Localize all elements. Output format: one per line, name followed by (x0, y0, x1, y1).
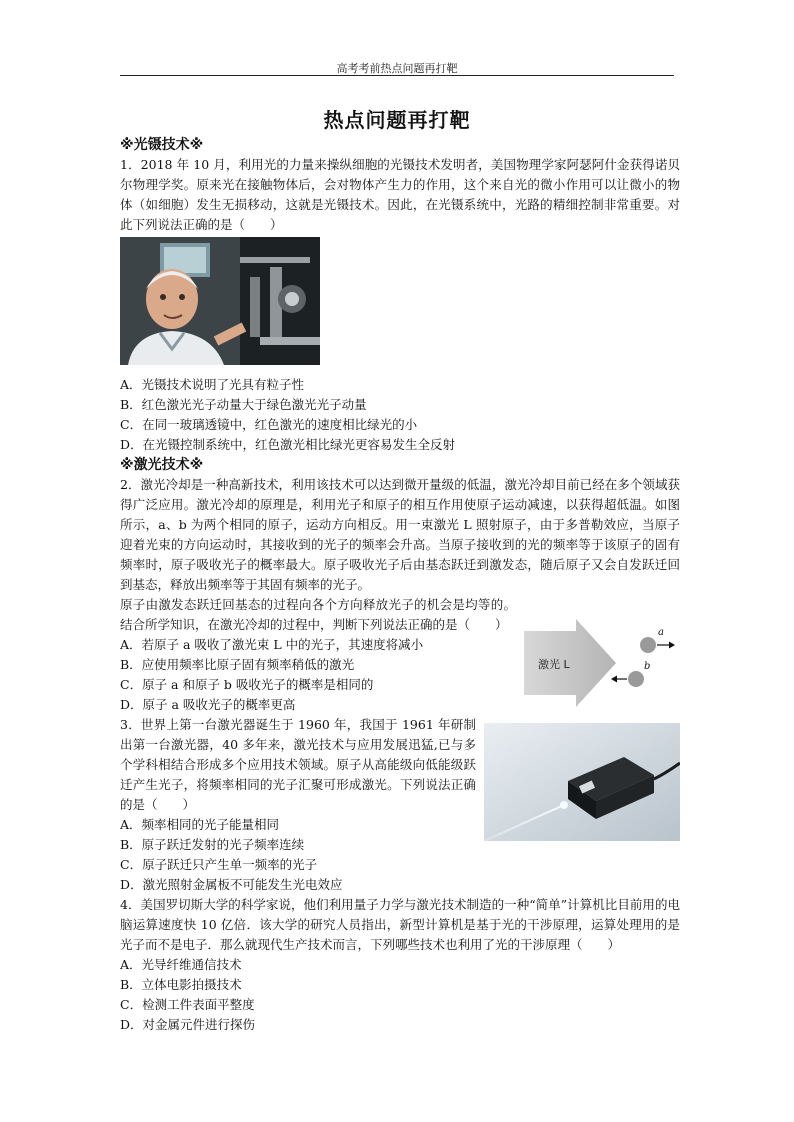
question-1-stem: 1．2018 年 10 月，利用光的力量来操纵细胞的光镊技术发明者，美国物理学家阿瑟阿什金获得诺贝尔物理学奖。原来光在接触物体后，会对物体产生力的作用，这个来自光的微小作用可以让微小的物体（如细胞）发生无损移动，这就是光镊技术。因此，在光镊系统中，光路的精细控制非常重要。对此下列说法正确的是（ ） (120, 157, 680, 232)
question-4-stem: 4．美国罗切斯大学的科学家说，他们利用量子力学与激光技术制造的一种“简单”计算机比目前用的电脑运算速度快 10 亿倍．该大学的研究人员指出，新型计算机是基于光的干涉原理，运算处理用的是光子而不是电子．那么就现代生产技术而言，下列哪些技术也利用了光的干涉原理（ ） (120, 897, 680, 952)
question-2-option-a: A．若原子 a 吸收了激光束 L 中的光子，其速度将减小 (120, 637, 424, 652)
question-4-option-a: A．光导纤维通信技术 (120, 957, 242, 972)
section-heading-laser-technology: ※激光技术※ (120, 457, 204, 473)
laser-device-photo (484, 723, 680, 841)
question-4-option-d: D．对金属元件进行探伤 (120, 1017, 256, 1032)
question-3-option-d: D．激光照射金属板不可能发生光电效应 (120, 877, 343, 892)
section-heading-optical-tweezers: ※光镊技术※ (120, 137, 204, 153)
laser-cooling-diagram (524, 619, 680, 707)
question-1-option-a: A．光镊技术说明了光具有粒子性 (120, 377, 305, 392)
question-1-option-d: D．在光镊控制系统中，红色激光相比绿光更容易发生全反射 (120, 437, 456, 452)
question-2-option-c: C．原子 a 和原子 b 吸收光子的概率是相同的 (120, 677, 374, 692)
laser-beam-label: 激光 L (538, 658, 570, 671)
question-2-option-b: B．应使用频率比原子固有频率稍低的激光 (120, 657, 355, 672)
question-3-option-c: C．原子跃迁只产生单一频率的光子 (120, 857, 318, 872)
question-3-stem: 3．世界上第一台激光器诞生于 1960 年，我国于 1961 年研制出第一台激光器，40 多年来，激光技术与应用发展迅猛,已与多个学科相结合形成多个应用技术领域。原子从高能级向低能级跃迁产生光子，将频率相同的光子汇聚可形成激光。下列说法正确的是（ ） (120, 717, 476, 812)
atom-b-label: b (644, 661, 651, 672)
question-4-option-c: C．检测工件表面平整度 (120, 997, 255, 1012)
question-3-option-a: A．频率相同的光子能量相同 (120, 817, 280, 832)
question-1-option-c: C．在同一玻璃透镜中，红色激光的速度相比绿光的小 (120, 417, 418, 432)
question-4-option-b: B．立体电影拍摄技术 (120, 977, 242, 992)
atom-a (640, 637, 656, 653)
atom-b (628, 671, 644, 687)
atom-a-label: a (658, 627, 664, 638)
question-2-stem-part-1: 2．激光冷却是一种高新技术，利用该技术可以达到微开量级的低温，激光冷却目前已经在多个领域获得广泛应用。激光冷却的原理是，利用光子和原子的相互作用使原子运动减速，以获得超低温。如图所示，a、b 为两个相同的原子，运动方向相反。用一束激光 L 照射原子，由于多普勒效应，当原子迎着光束的方向运动时，其接收到的光子的频率会升高。当原子接收到的光的频率等于该原子的固有频率时，原子吸收光子的概率最大。原子吸收光子后由基态跃迁到激发态，随后原子又会自发跃迁回到基态，释放出频率等于其固有频率的光子。 (120, 477, 680, 592)
question-3-option-b: B．原子跃迁发射的光子频率连续 (120, 837, 305, 852)
document-title: 热点问题再打靶 (323, 108, 471, 132)
question-2-option-d: D．原子 a 吸收光子的概率更高 (120, 697, 296, 712)
question-1-option-b: B．红色激光光子动量大于绿色激光光子动量 (120, 397, 367, 412)
question-2-stem-part-2: 原子由激发态跃迁回基态的过程向各个方向释放光子的机会是均等的。结合所学知识，在激光冷却的过程中，判断下列说法正确的是（ ） (120, 597, 516, 632)
running-header: 高考考前热点问题再打靶 (336, 62, 458, 75)
header-rule (120, 75, 674, 76)
scientist-lab-photo (120, 237, 320, 365)
document-body (120, 135, 680, 1035)
